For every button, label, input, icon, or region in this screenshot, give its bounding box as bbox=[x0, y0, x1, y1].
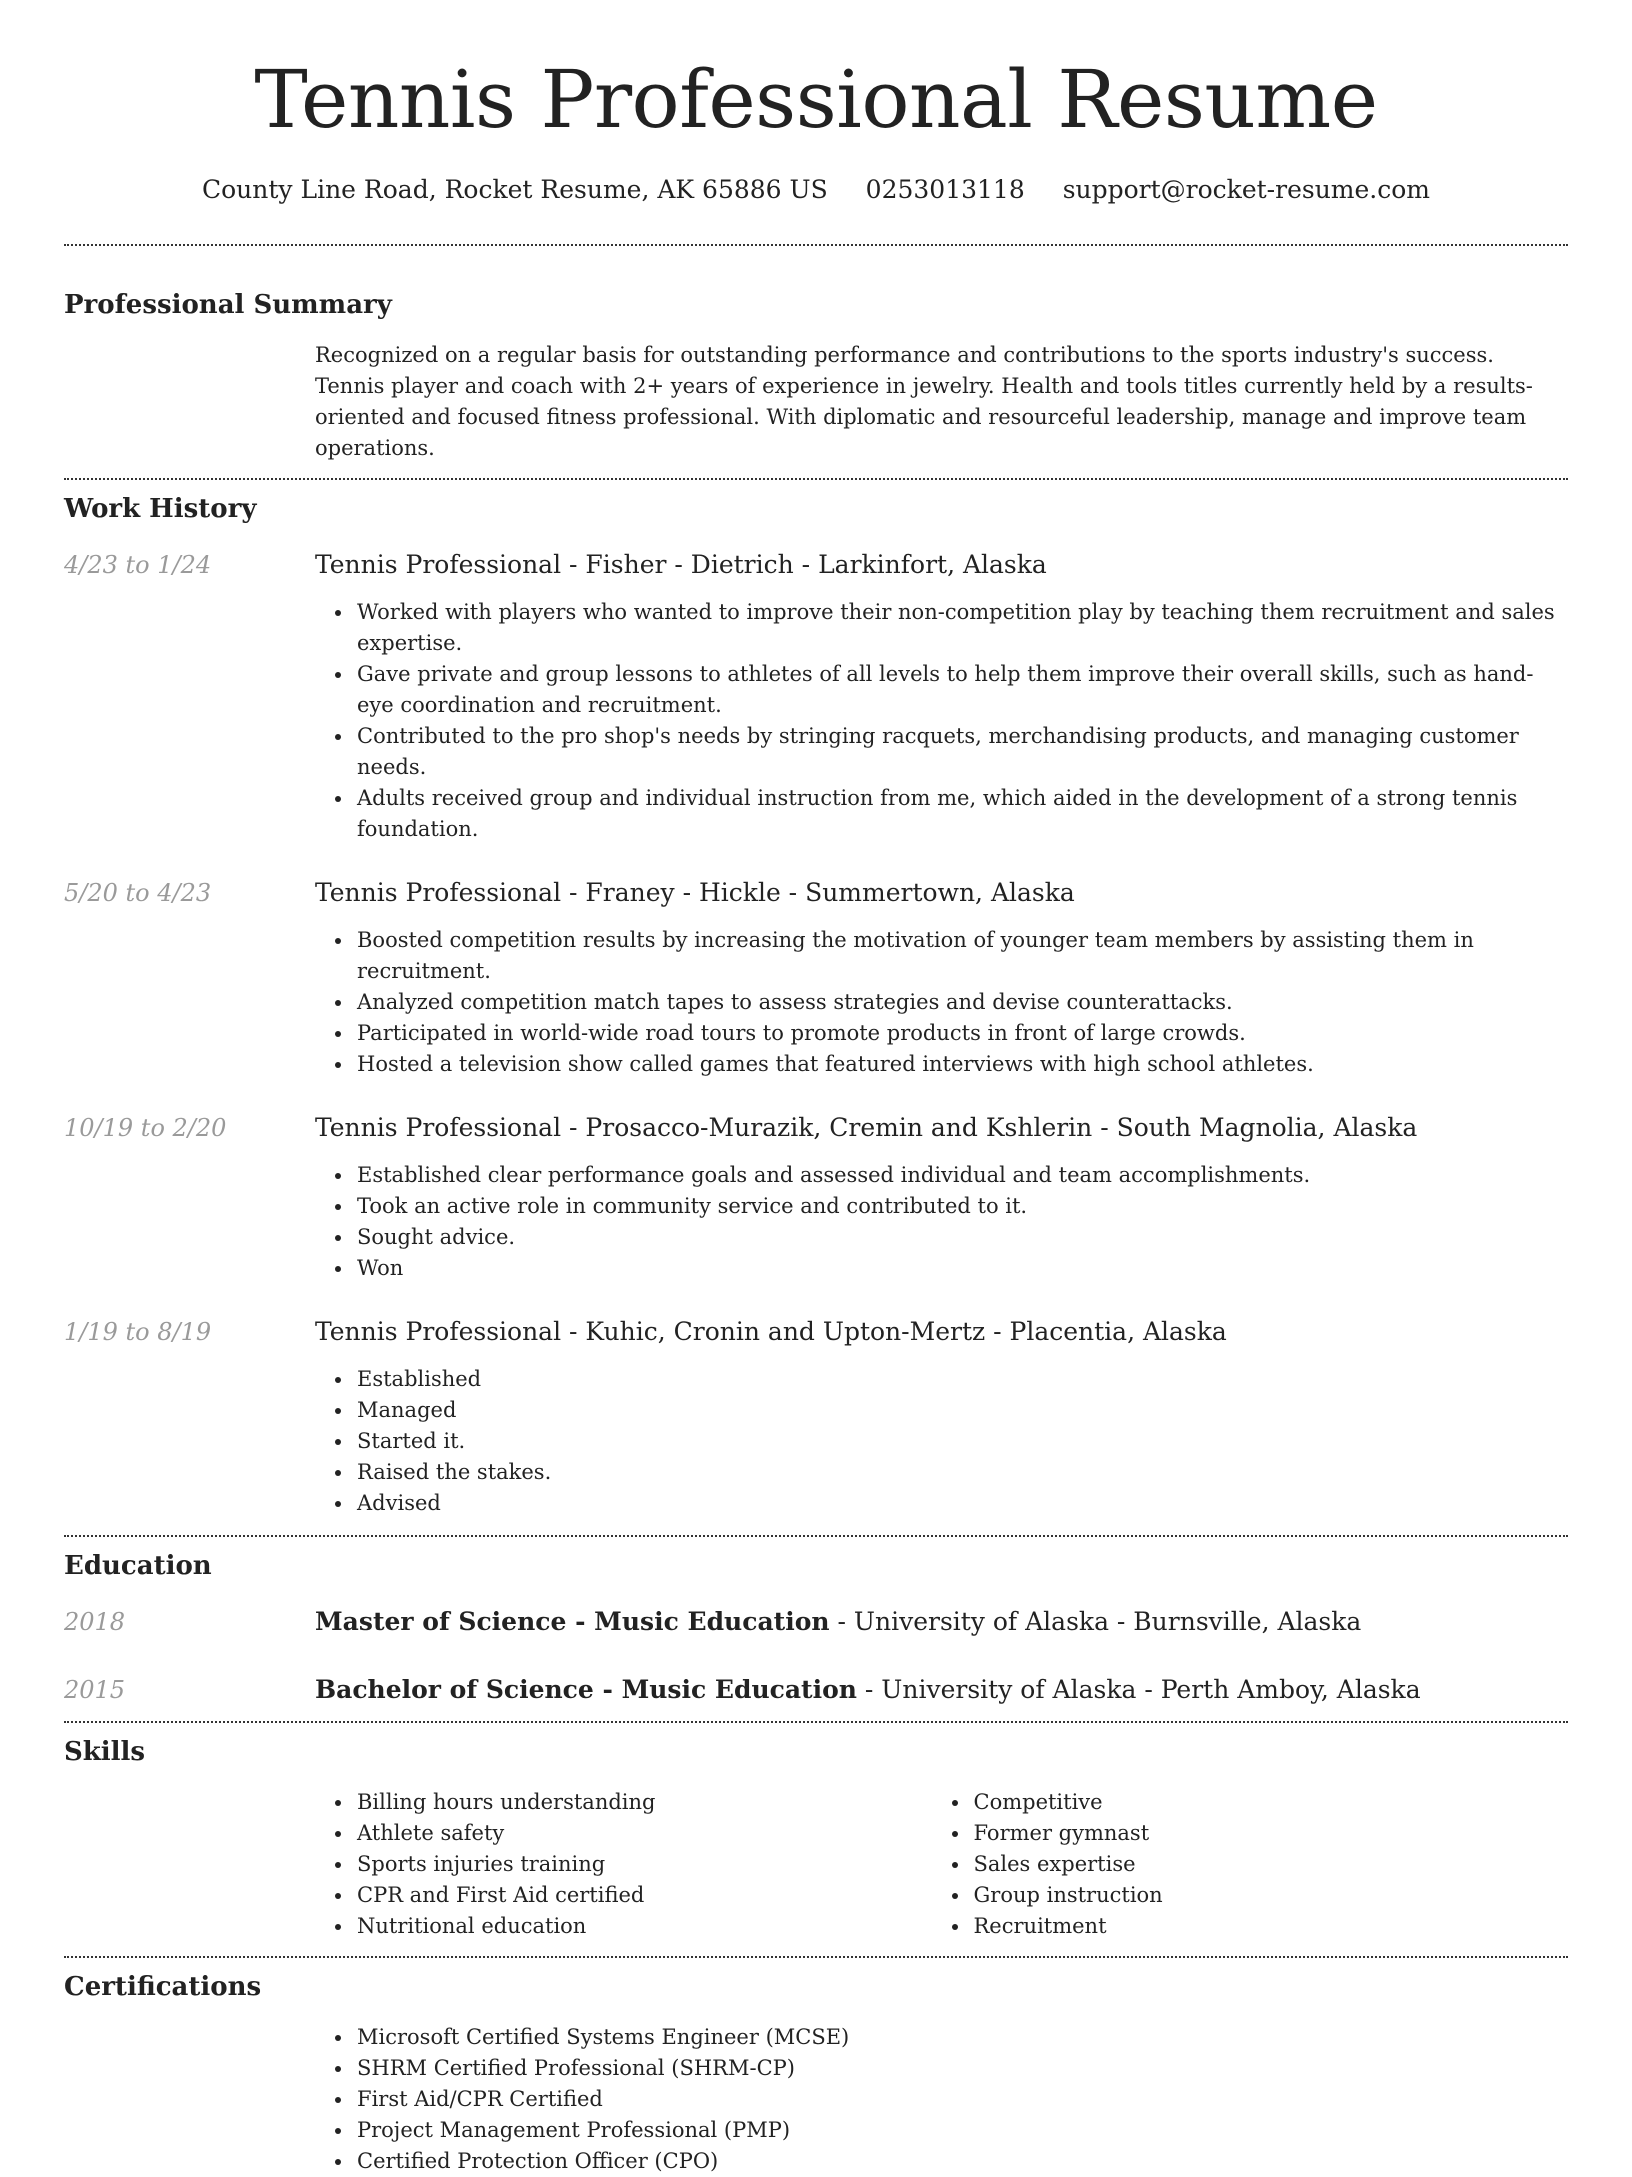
job-employer: - Franey - Hickle - Summertown, Alaska bbox=[561, 878, 1075, 907]
summary-section bbox=[64, 288, 1568, 478]
list-item: Established bbox=[357, 1364, 1568, 1395]
certifications-heading: Certifications bbox=[64, 1972, 262, 2002]
education-line bbox=[315, 1673, 1421, 1707]
list-item: Sports injuries training bbox=[357, 1849, 952, 1880]
list-item: Took an active role in community service and contributed to it. bbox=[357, 1191, 1568, 1222]
list-item: Contributed to the pro shop's needs by stringing racquets, merchandising products, and managing customer needs. bbox=[357, 721, 1568, 783]
job-bullets bbox=[357, 1160, 1568, 1284]
skills-heading: Skills bbox=[64, 1737, 146, 1767]
list-item: Former gymnast bbox=[974, 1818, 1569, 1849]
list-item: CPR and First Aid certified bbox=[357, 1880, 952, 1911]
contact-line bbox=[64, 174, 1568, 206]
list-item: Group instruction bbox=[974, 1880, 1569, 1911]
education-school: - University of Alaska - Burnsville, Alaska bbox=[829, 1607, 1362, 1636]
job-entry bbox=[64, 876, 1568, 1080]
list-item: Started it. bbox=[357, 1426, 1568, 1457]
section-divider bbox=[64, 1721, 1568, 1723]
education-section bbox=[64, 1549, 1568, 1721]
list-item: Hosted a television show called games that featured interviews with high school athletes. bbox=[357, 1049, 1568, 1080]
job-title: Tennis Professional bbox=[315, 1317, 562, 1346]
skills-list-right bbox=[952, 1787, 1569, 1942]
education-entry bbox=[64, 1605, 1568, 1639]
certifications-list bbox=[357, 2022, 1568, 2177]
list-item: SHRM Certified Professional (SHRM-CP) bbox=[357, 2053, 1568, 2084]
job-title: Tennis Professional bbox=[315, 1113, 562, 1142]
list-item: Managed bbox=[357, 1395, 1568, 1426]
education-year: 2015 bbox=[64, 1676, 126, 1704]
section-divider bbox=[64, 1535, 1568, 1537]
work-history-heading: Work History bbox=[64, 494, 257, 524]
education-degree: Master of Science - Music Education bbox=[315, 1607, 830, 1636]
list-item: First Aid/CPR Certified bbox=[357, 2084, 1568, 2115]
education-entry bbox=[64, 1673, 1568, 1721]
list-item: Adults received group and individual instruction from me, which aided in the development of a strong tennis foundation. bbox=[357, 783, 1568, 845]
list-item: Billing hours understanding bbox=[357, 1787, 952, 1818]
contact-email: support@rocket-resume.com bbox=[1062, 175, 1430, 204]
job-employer: - Prosacco-Murazik, Cremin and Kshlerin - South Magnolia, Alaska bbox=[561, 1113, 1418, 1142]
resume-page bbox=[64, 0, 1568, 2177]
job-bullets bbox=[357, 1364, 1568, 1519]
list-item: Won bbox=[357, 1253, 1568, 1284]
job-bullets bbox=[357, 925, 1568, 1080]
skills-list-left bbox=[357, 1787, 952, 1942]
list-item: Worked with players who wanted to improve their non-competition play by teaching them recruitment and sales expertise. bbox=[357, 597, 1568, 659]
list-item: Sales expertise bbox=[974, 1849, 1569, 1880]
summary-heading: Professional Summary bbox=[64, 290, 392, 320]
job-dates: 5/20 to 4/23 bbox=[64, 879, 212, 907]
list-item: Microsoft Certified Systems Engineer (MCSE) bbox=[357, 2022, 1568, 2053]
section-divider bbox=[64, 1956, 1568, 1958]
list-item: Competitive bbox=[974, 1787, 1569, 1818]
contact-phone: 0253013118 bbox=[865, 175, 1025, 204]
list-item: Advised bbox=[357, 1488, 1568, 1519]
job-entry bbox=[64, 1111, 1568, 1284]
education-line bbox=[315, 1605, 1361, 1639]
job-title: Tennis Professional bbox=[315, 550, 562, 579]
list-item: Boosted competition results by increasing the motivation of younger team members by assisting them in recruitment. bbox=[357, 925, 1568, 987]
job-bullets bbox=[357, 597, 1568, 845]
list-item: Raised the stakes. bbox=[357, 1457, 1568, 1488]
job-title-line bbox=[315, 548, 1047, 582]
job-dates: 4/23 to 1/24 bbox=[64, 551, 212, 579]
education-heading: Education bbox=[64, 1551, 212, 1581]
list-item: Project Management Professional (PMP) bbox=[357, 2115, 1568, 2146]
skills-section bbox=[64, 1735, 1568, 1956]
job-dates: 10/19 to 2/20 bbox=[64, 1114, 227, 1142]
summary-text: Recognized on a regular basis for outstanding performance and contributions to the sports industry's success. Tennis player and coach with 2+ years of experience in jewelry. Health and tools titles currently held by a results-oriented and focused fitness professional. With diplomatic and resourceful leadership, manage and improve team operations. bbox=[315, 343, 1533, 460]
job-dates: 1/19 to 8/19 bbox=[64, 1318, 212, 1346]
job-employer: - Fisher - Dietrich - Larkinfort, Alaska bbox=[561, 550, 1047, 579]
section-divider bbox=[64, 478, 1568, 480]
list-item: Analyzed competition match tapes to assess strategies and devise counterattacks. bbox=[357, 987, 1568, 1018]
list-item: Sought advice. bbox=[357, 1222, 1568, 1253]
list-item: Gave private and group lessons to athletes of all levels to help them improve their overall skills, such as hand-eye coordination and recruitment. bbox=[357, 659, 1568, 721]
section-divider bbox=[64, 244, 1568, 246]
certifications-section bbox=[64, 1970, 1568, 2177]
list-item: Athlete safety bbox=[357, 1818, 952, 1849]
job-entry bbox=[64, 548, 1568, 845]
job-title-line bbox=[315, 1315, 1227, 1349]
skills-columns bbox=[64, 1787, 1568, 1956]
contact-address: County Line Road, Rocket Resume, AK 65886 US bbox=[201, 175, 828, 204]
job-employer: - Kuhic, Cronin and Upton-Mertz - Placentia, Alaska bbox=[561, 1317, 1227, 1346]
job-title: Tennis Professional bbox=[315, 878, 562, 907]
job-entry bbox=[64, 1315, 1568, 1535]
list-item: Established clear performance goals and assessed individual and team accomplishments. bbox=[357, 1160, 1568, 1191]
page-title: Tennis Professional Resume bbox=[254, 53, 1378, 146]
list-item: Nutritional education bbox=[357, 1911, 952, 1942]
education-school: - University of Alaska - Perth Amboy, Alaska bbox=[856, 1675, 1421, 1704]
education-year: 2018 bbox=[64, 1608, 126, 1636]
job-title-line bbox=[315, 1111, 1417, 1145]
work-history-section bbox=[64, 492, 1568, 1535]
list-item: Participated in world-wide road tours to promote products in front of large crowds. bbox=[357, 1018, 1568, 1049]
job-title-line bbox=[315, 876, 1075, 910]
list-item: Certified Protection Officer (CPO) bbox=[357, 2146, 1568, 2177]
education-degree: Bachelor of Science - Music Education bbox=[315, 1675, 857, 1704]
list-item: Recruitment bbox=[974, 1911, 1569, 1942]
